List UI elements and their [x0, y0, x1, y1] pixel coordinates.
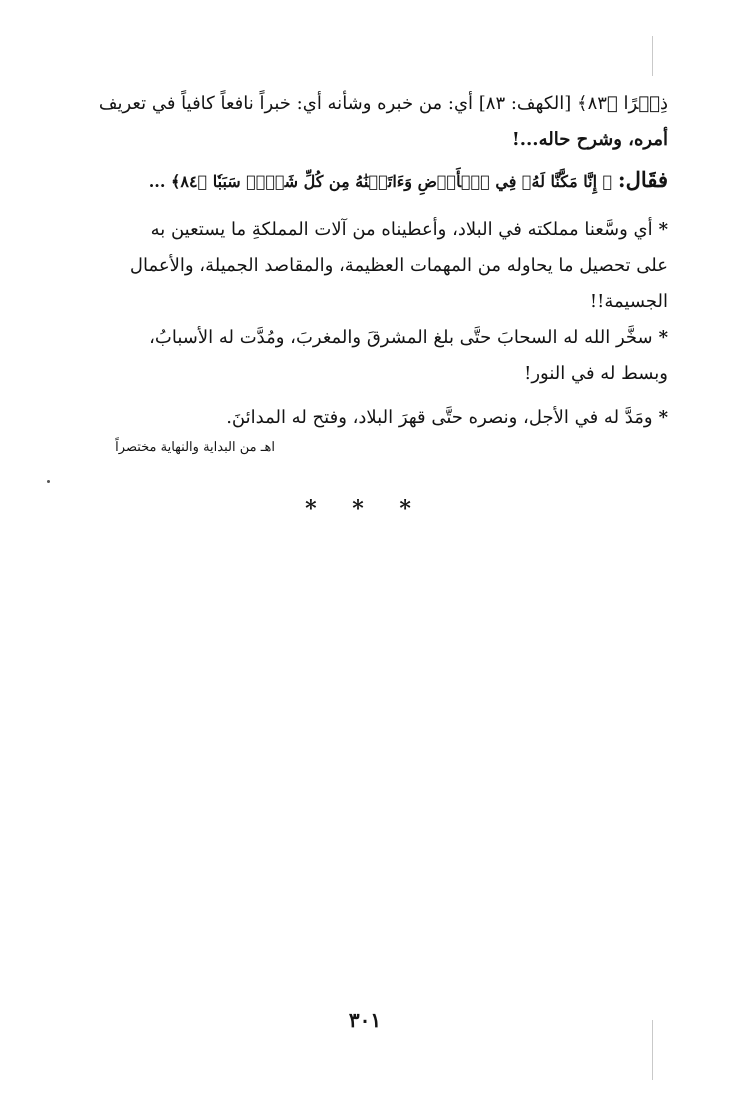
scan-artifact: [47, 480, 50, 483]
paragraph-1-line-3: الجسيمة!!: [589, 291, 668, 312]
paragraph-2: [78, 320, 668, 392]
paragraph-1-text-1: أي وسَّعنا مملكته في البلاد، وأعطيناه من آلات المملكةِ ما يستعين به: [150, 219, 653, 240]
bullet-star: *: [658, 407, 668, 428]
verse-line: [78, 162, 668, 199]
paragraph-1-line-2: على تحصيل ما يحاوله من المهمات العظيمة، والمقاصد الجميلة، والأعمال: [129, 255, 668, 276]
paragraph-1-line-1: [78, 212, 668, 248]
intro-paragraph: [78, 86, 668, 158]
intro-line-2: أمره، وشرح حاله...!: [511, 129, 668, 150]
paragraph-2-line-2: وبسط له في النور!: [524, 363, 668, 384]
paragraph-2-line-1: [78, 320, 668, 356]
source-citation: اهـ من البداية والنهاية مختصراً: [115, 440, 275, 455]
paragraph-1: [78, 212, 668, 320]
bullet-star: *: [658, 219, 668, 240]
paragraph-2-text-1: سخَّر الله له السحابَ حتَّى بلغ المشرقَ والمغربَ، ومُدَّت له الأسبابُ،: [149, 327, 653, 348]
section-separator: * * *: [305, 496, 425, 522]
intro-line-1: ذِكۡرًا ﴿٨٣﴾ [الكهف: ٨٣] أي: من خبره وشأنه أي: خبراً نافعاً كافياً في تعريف: [98, 93, 668, 114]
bullet-star: *: [658, 327, 668, 348]
paragraph-3-text-1: ومَدَّ له في الأجل، ونصره حتَّى قهرَ البلاد، وفتح له المدائنَ.: [226, 407, 653, 428]
qal-label: فقَال:: [617, 167, 668, 192]
paragraph-3: [78, 400, 668, 435]
page-number: ٣٠١: [348, 1008, 382, 1032]
quran-verse: ﴿ إِنَّا مَكَّنَّا لَهُۥ فِي ٱلۡأَرۡضِ وَءَاتَيۡنَٰهُ مِن كُلِّ شَيۡءٖ سَبَبٗا ﴿٨٤﴾ ...: [148, 172, 613, 191]
scan-artifact: [652, 1020, 653, 1080]
scan-artifact: [652, 36, 653, 76]
